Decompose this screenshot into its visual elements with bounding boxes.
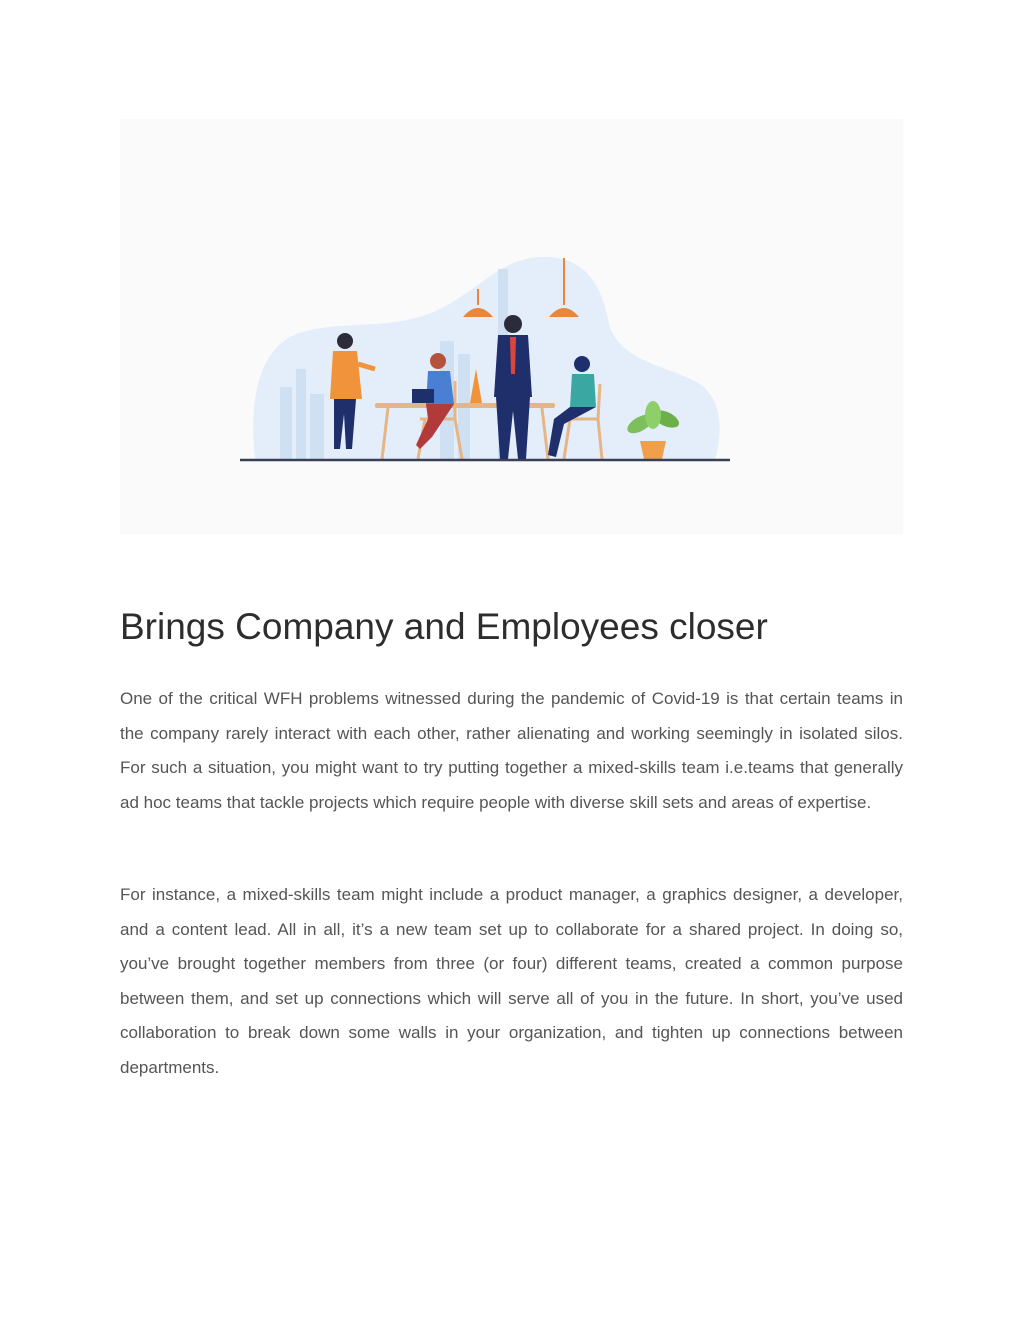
article-heading: Brings Company and Employees closer	[120, 606, 768, 647]
team-meeting-illustration	[120, 119, 903, 534]
article-paragraph-2: For instance, a mixed-skills team might include a product manager, a graphics designer, a developer, and a content lead. All in all, it’s a new team set up to collaborate for a shared project. In doing so, you’ve brought together members from three (or four) different teams, created a common purpose between them, and set up connections which will serve all of you in the future. In short, you’ve used collaboration to break down some walls in your organization, and tighten up connections between departments.	[120, 885, 903, 1077]
article-paragraph-1: One of the critical WFH problems witnessed during the pandemic of Covid-19 is that certain teams in the company rarely interact with each other, rather alienating and working seemingly in isolated silos. For such a situation, you might want to try putting together a mixed-skills team i.e.teams that generally ad hoc teams that tackle projects which require people with diverse skill sets and areas of expertise.	[120, 689, 903, 812]
